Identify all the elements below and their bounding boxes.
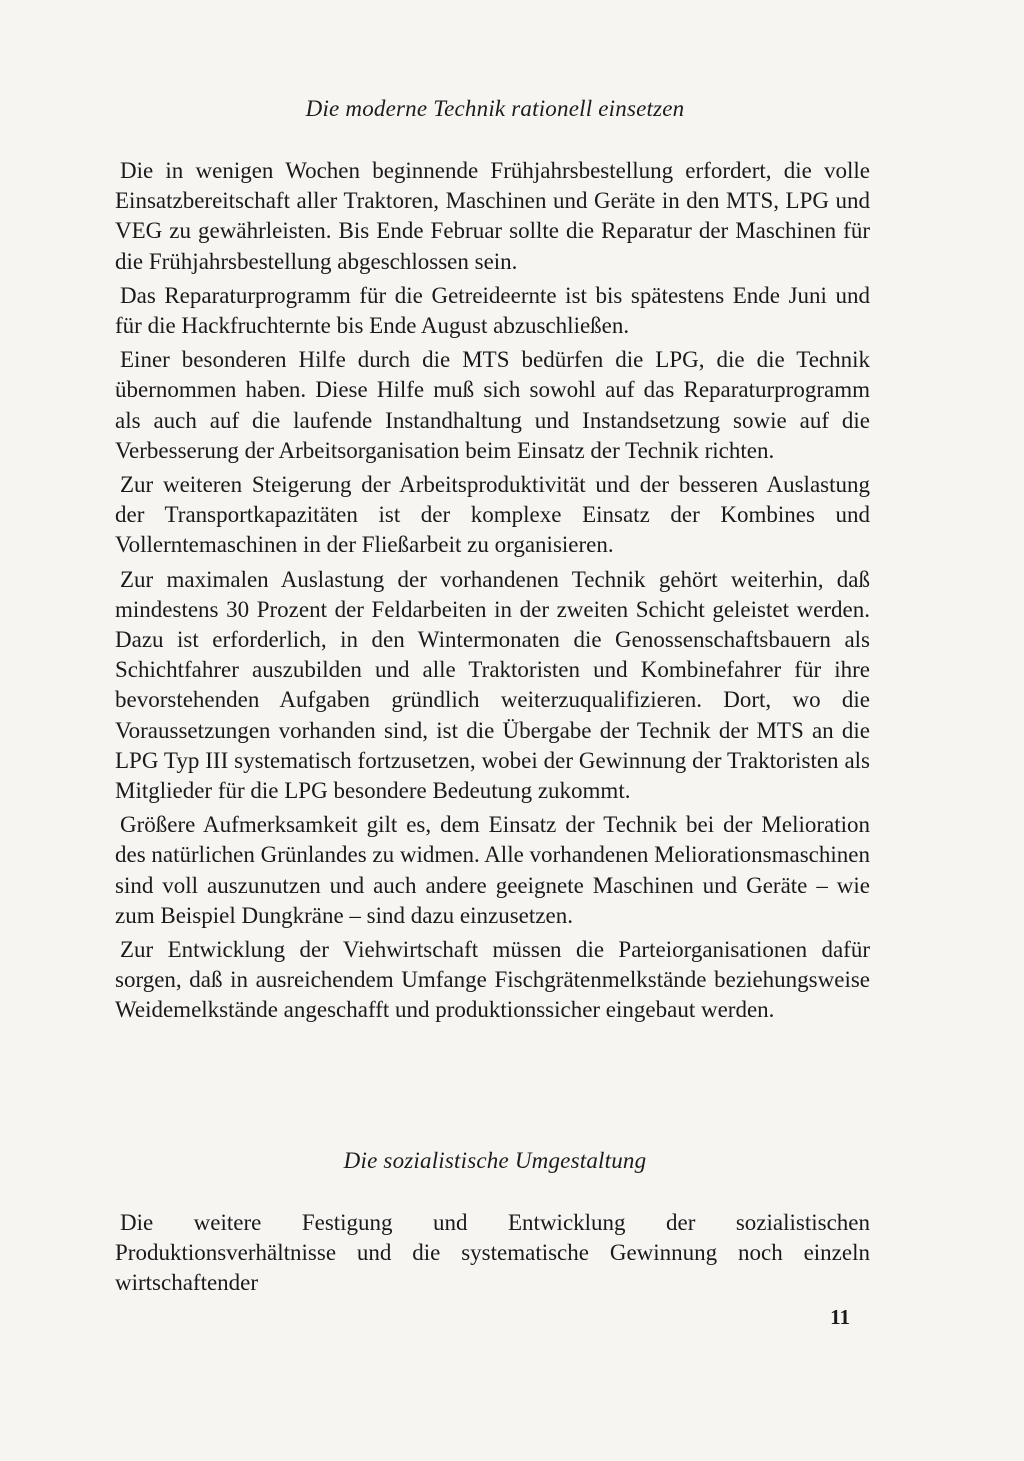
- section-body-technik: [115, 156, 870, 1026]
- paragraph: Die weitere Festigung und Entwicklung der sozialistischen Produktionsverhältnisse und die systematische Gewinnung noch einzeln wirtschaftender: [115, 1210, 870, 1296]
- section-heading-technik: Die moderne Technik rationell einsetzen: [305, 96, 685, 121]
- paragraph: Zur Entwicklung der Viehwirtschaft müssen die Parteiorganisationen dafür sorgen, daß in ausreichendem Umfange Fischgrätenmelkstände beziehungsweise Weidemelkstände angeschafft und produktionssicher eingebaut werden.: [115, 937, 870, 1023]
- paragraph: Das Reparaturprogramm für die Getreideernte ist bis spätestens Ende Juni und für die Hackfruchternte bis Ende August abzuschließen.: [115, 282, 870, 339]
- paragraph: Die in wenigen Wochen beginnende Frühjahrsbestellung erfordert, die volle Einsatzbereitschaft aller Traktoren, Maschinen und Geräte in den MTS, LPG und VEG zu gewährleisten. Bis Ende Februar sollte die Reparatur der Maschinen für die Frühjahrsbestellung abgeschlossen sein.: [115, 158, 870, 274]
- page-number: 11: [830, 1305, 850, 1329]
- section-body-umgestaltung: [115, 1208, 870, 1299]
- section-heading-umgestaltung: Die sozialistische Umgestaltung: [343, 1148, 647, 1173]
- paragraph: Größere Aufmerksamkeit gilt es, dem Einsatz der Technik bei der Melioration des natürlichen Grünlandes zu widmen. Alle vorhandenen Meliorationsmaschinen sind voll auszunutzen und auch andere geeignete Maschinen und Geräte – wie zum Beispiel Dungkräne – sind dazu einzusetzen.: [115, 812, 870, 928]
- paragraph: Zur weiteren Steigerung der Arbeitsproduktivität und der besseren Auslastung der Transportkapazitäten ist der komplexe Einsatz der Kombines und Vollerntemaschinen in der Fließarbeit zu organisieren.: [115, 472, 870, 558]
- paragraph: Zur maximalen Auslastung der vorhandenen Technik gehört weiterhin, daß mindestens 30 Prozent der Feldarbeiten in der zweiten Schicht geleistet werden. Dazu ist erforderlich, in den Wintermonaten die Genossenschaftsbauern als Schichtfahrer auszubilden und alle Traktoristen und Kombinefahrer für ihre bevorstehenden Aufgaben gründlich weiterzuqualifizieren. Dort, wo die Voraussetzungen vorhanden sind, ist die Übergabe der Technik der MTS an die LPG Typ III systematisch fortzusetzen, wobei der Gewinnung der Traktoristen als Mitglieder für die LPG besondere Bedeutung zukommt.: [115, 566, 870, 804]
- paragraph: Einer besonderen Hilfe durch die MTS bedürfen die LPG, die die Technik übernommen haben. Diese Hilfe muß sich sowohl auf das Reparaturprogramm als auch auf die laufende Instandhaltung und Instandsetzung sowie auf die Verbesserung der Arbeitsorganisation beim Einsatz der Technik richten.: [115, 347, 870, 463]
